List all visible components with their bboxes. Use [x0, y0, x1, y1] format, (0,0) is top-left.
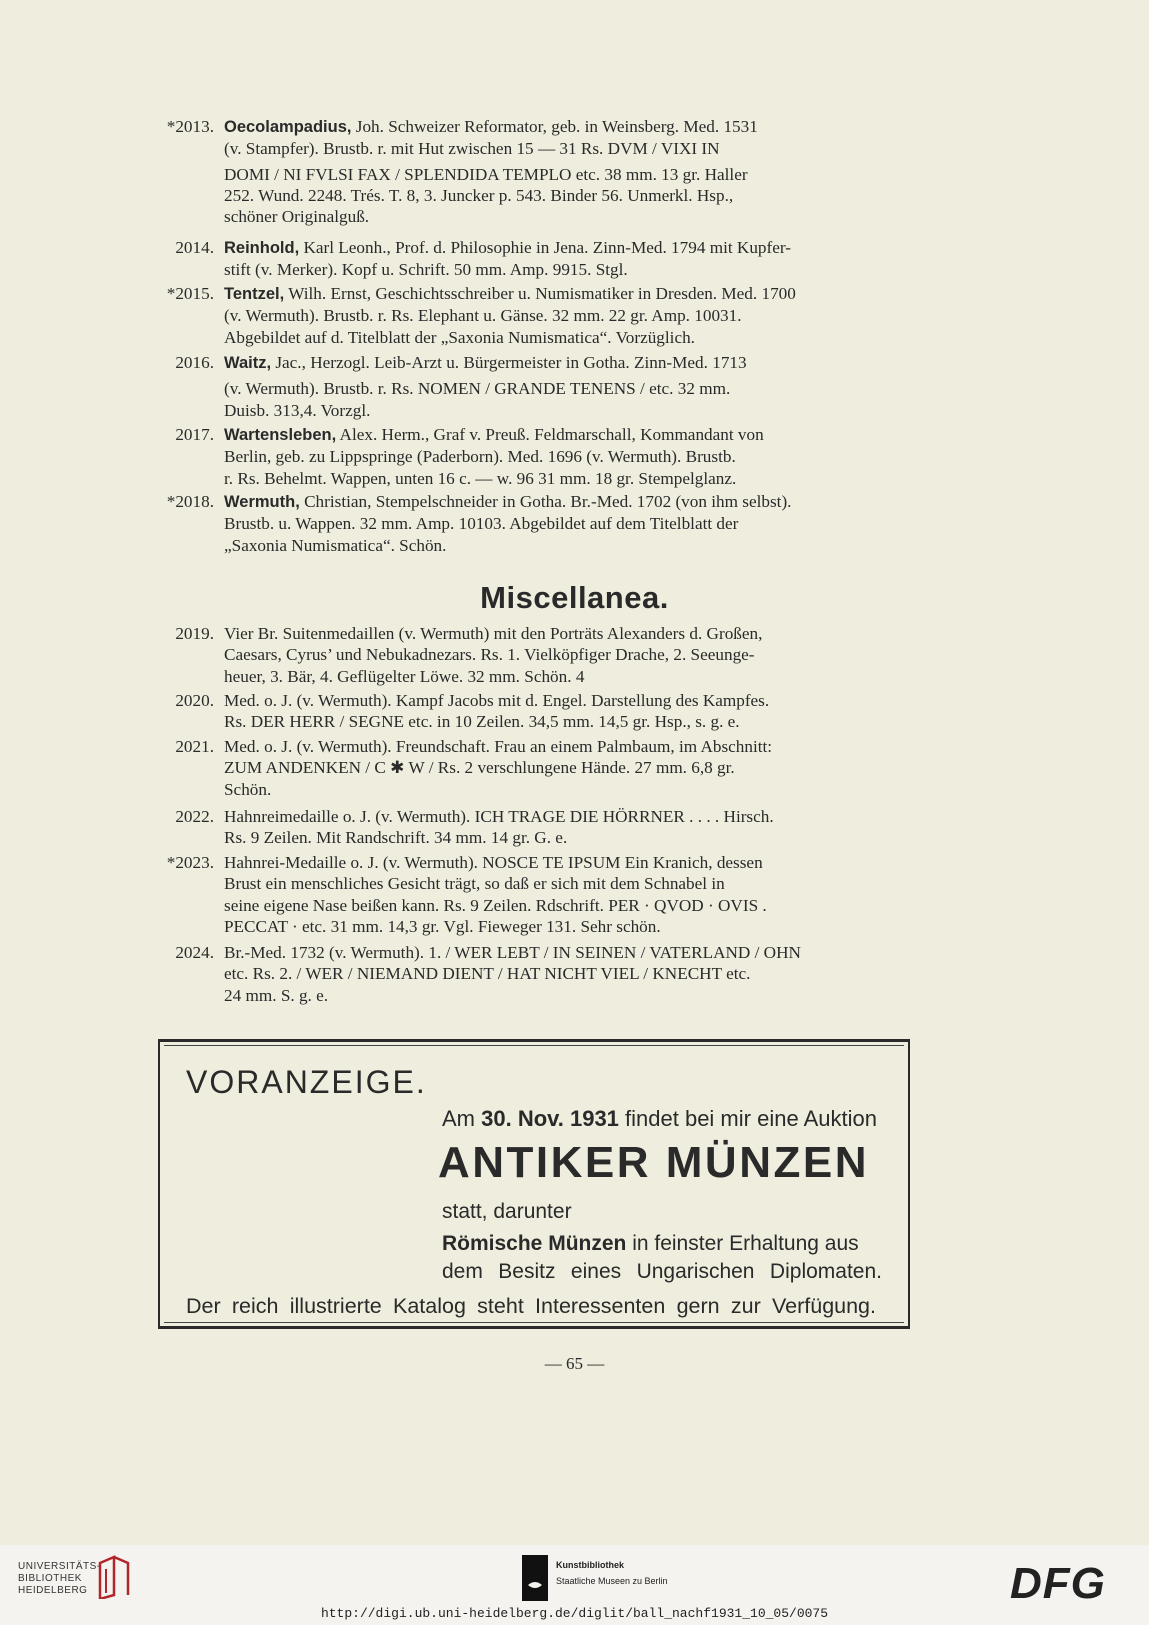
- entry-line: (v. Wermuth). Brustb. r. Rs. Elephant u. Gänse. 32 mm. 22 gr. Amp. 10031.: [224, 306, 742, 326]
- entry-name: Waitz,: [224, 354, 272, 372]
- entry-line: ZUM ANDENKEN / C ✱ W / Rs. 2 verschlungene Hände. 27 mm. 6,8 gr.: [224, 758, 735, 778]
- entry-number: 2022.: [175, 807, 214, 826]
- entry-line: Brust ein menschliches Gesicht trägt, so daß er sich mit dem Schnabel in: [224, 874, 725, 894]
- entry-line: Hahnreimedaille o. J. (v. Wermuth). ICH TRAGE DIE HÖRRNER . . . . Hirsch.: [224, 807, 774, 826]
- entry-name: Reinhold,: [224, 239, 300, 257]
- entry-name: Tentzel,: [224, 285, 285, 303]
- entry-number: 2017.: [175, 425, 214, 444]
- entry-line: Schön.: [224, 779, 272, 799]
- entry-name: Wartensleben,: [224, 426, 337, 444]
- entry-line: „Saxonia Numismatica“. Schön.: [224, 535, 447, 555]
- auction-announcement: [158, 1039, 910, 1329]
- entry-line: Alex. Herm., Graf v. Preuß. Feldmarschall, Kommandant von: [339, 425, 764, 444]
- entry-number: *2013.: [166, 117, 214, 136]
- announcement-provenance: dem Besitz eines Ungarischen Diplomaten.: [442, 1260, 882, 1283]
- entry-line: 252. Wund. 2248. Trés. T. 8, 3. Juncker p. 543. Binder 56. Unmerkl. Hsp.,: [224, 185, 734, 205]
- entry-line: Jac., Herzogl. Leib-Arzt u. Bürgermeister in Gotha. Zinn-Med. 1713: [275, 353, 747, 372]
- announcement-date-line: Am 30. Nov. 1931 findet bei mir eine Auktion: [442, 1106, 877, 1131]
- entry-line: seine eigene Nase beißen kann. Rs. 9 Zeilen. Rdschrift. PER · QVOD · OVIS .: [224, 895, 767, 915]
- entry-number: *2018.: [166, 492, 214, 511]
- entry-line: Rs. DER HERR / SEGNE etc. in 10 Zeilen. 34,5 mm. 14,5 gr. Hsp., s. g. e.: [224, 712, 740, 732]
- permalink-url[interactable]: http://digi.ub.uni-heidelberg.de/diglit/ball_nachf1931_10_05/0075: [320, 1606, 829, 1621]
- announcement-title: VORANZEIGE.: [186, 1064, 427, 1100]
- entry-line: Med. o. J. (v. Wermuth). Kampf Jacobs mit d. Engel. Darstellung des Kampfes.: [224, 691, 770, 710]
- entry-name: Wermuth,: [224, 493, 300, 511]
- entry-line: Joh. Schweizer Reformator, geb. in Weinsberg. Med. 1531: [355, 117, 758, 136]
- entry-line: (v. Wermuth). Brustb. r. Rs. NOMEN / GRANDE TENENS / etc. 32 mm.: [224, 379, 731, 399]
- entry-line: Caesars, Cyrus’ und Nebukadnezars. Rs. 1. Vielköpfiger Drache, 2. Seeunge-: [224, 645, 755, 665]
- ub-heidelberg-logo-icon[interactable]: [94, 1555, 134, 1599]
- entry-line: Duisb. 313,4. Vorzgl.: [224, 400, 371, 420]
- announcement-headline: ANTIKER MÜNZEN: [438, 1138, 869, 1187]
- entry-line: DOMI / NI FVLSI FAX / SPLENDIDA TEMPLO etc. 38 mm. 13 gr. Haller: [224, 164, 748, 184]
- entry-line: r. Rs. Behelmt. Wappen, unten 16 c. — w. 96 31 mm. 18 gr. Stempelglanz.: [224, 468, 737, 488]
- entry-line: Abgebildet auf d. Titelblatt der „Saxonia Numismatica“. Vorzüglich.: [224, 327, 695, 347]
- entry-number: 2019.: [175, 624, 214, 643]
- entry-line: Br.-Med. 1732 (v. Wermuth). 1. / WER LEBT / IN SEINEN / VATERLAND / OHN: [224, 943, 801, 962]
- entry-line: Wilh. Ernst, Geschichtsschreiber u. Numismatiker in Dresden. Med. 1700: [288, 284, 796, 303]
- entry-2013: [158, 116, 910, 226]
- page-number: — 65 —: [544, 1354, 605, 1373]
- entry-line: Karl Leonh., Prof. d. Philosophie in Jena. Zinn-Med. 1794 mit Kupfer-: [303, 238, 791, 257]
- entry-line: Rs. 9 Zeilen. Mit Randschrift. 34 mm. 14 gr. G. e.: [224, 828, 568, 848]
- entry-name: Oecolampadius,: [224, 118, 352, 136]
- entry-line: stift (v. Merker). Kopf u. Schrift. 50 mm. Amp. 9915. Stgl.: [224, 260, 628, 280]
- entry-number: 2014.: [175, 238, 214, 257]
- announcement-catalog-note: Der reich illustrierte Katalog steht Interessenten gern zur Verfügung.: [186, 1294, 876, 1318]
- entry-line: Vier Br. Suitenmedaillen (v. Wermuth) mit den Porträts Alexanders d. Großen,: [224, 624, 763, 643]
- entry-line: (v. Stampfer). Brustb. r. mit Hut zwischen 15 — 31 Rs. DVM / VIXI IN: [224, 139, 720, 159]
- entry-line: Med. o. J. (v. Wermuth). Freundschaft. Frau an einem Palmbaum, im Abschnitt:: [224, 737, 773, 756]
- announcement-statt: statt, darunter: [442, 1200, 572, 1223]
- entry-line: Berlin, geb. zu Lippspringe (Paderborn). Med. 1696 (v. Wermuth). Brustb.: [224, 447, 736, 467]
- ub-heidelberg-label[interactable]: UNIVERSITÄTS- BIBLIOTHEK HEIDELBERG: [18, 1561, 101, 1596]
- entry-line: Brustb. u. Wappen. 32 mm. Amp. 10103. Abgebildet auf dem Titelblatt der: [224, 514, 739, 534]
- digitization-footer: [0, 1545, 1149, 1625]
- entry-line: etc. Rs. 2. / WER / NIEMAND DIENT / HAT NICHT VIEL / KNECHT etc.: [224, 964, 751, 984]
- entry-number: *2015.: [166, 284, 214, 303]
- entry-number: 2016.: [175, 353, 214, 372]
- entry-number: 2020.: [175, 691, 214, 710]
- kunstbibliothek-label[interactable]: Kunstbibliothek Staatliche Museen zu Berlin: [556, 1560, 668, 1586]
- dfg-logo[interactable]: DFG: [1010, 1559, 1106, 1608]
- entry-line: Hahnrei-Medaille o. J. (v. Wermuth). NOSCE TE IPSUM Ein Kranich, dessen: [224, 853, 763, 872]
- entry-line: Christian, Stempelschneider in Gotha. Br.-Med. 1702 (von ihm selbst).: [304, 492, 792, 511]
- entry-line: PECCAT · etc. 31 mm. 14,3 gr. Vgl. Fieweger 131. Sehr schön.: [224, 916, 661, 936]
- entry-number: *2023.: [166, 853, 214, 872]
- entry-line: 24 mm. S. g. e.: [224, 985, 329, 1005]
- entry-line: schöner Originalguß.: [224, 207, 370, 227]
- section-heading: Miscellanea.: [480, 580, 669, 615]
- entry-number: 2021.: [175, 737, 214, 756]
- entry-line: heuer, 3. Bär, 4. Geflügelter Löwe. 32 mm. Schön. 4: [224, 666, 585, 686]
- kunstbibliothek-logo-icon[interactable]: [522, 1555, 548, 1601]
- entry-number: 2024.: [175, 943, 214, 962]
- announcement-roman-coins: Römische Münzen in feinster Erhaltung aus: [442, 1232, 859, 1255]
